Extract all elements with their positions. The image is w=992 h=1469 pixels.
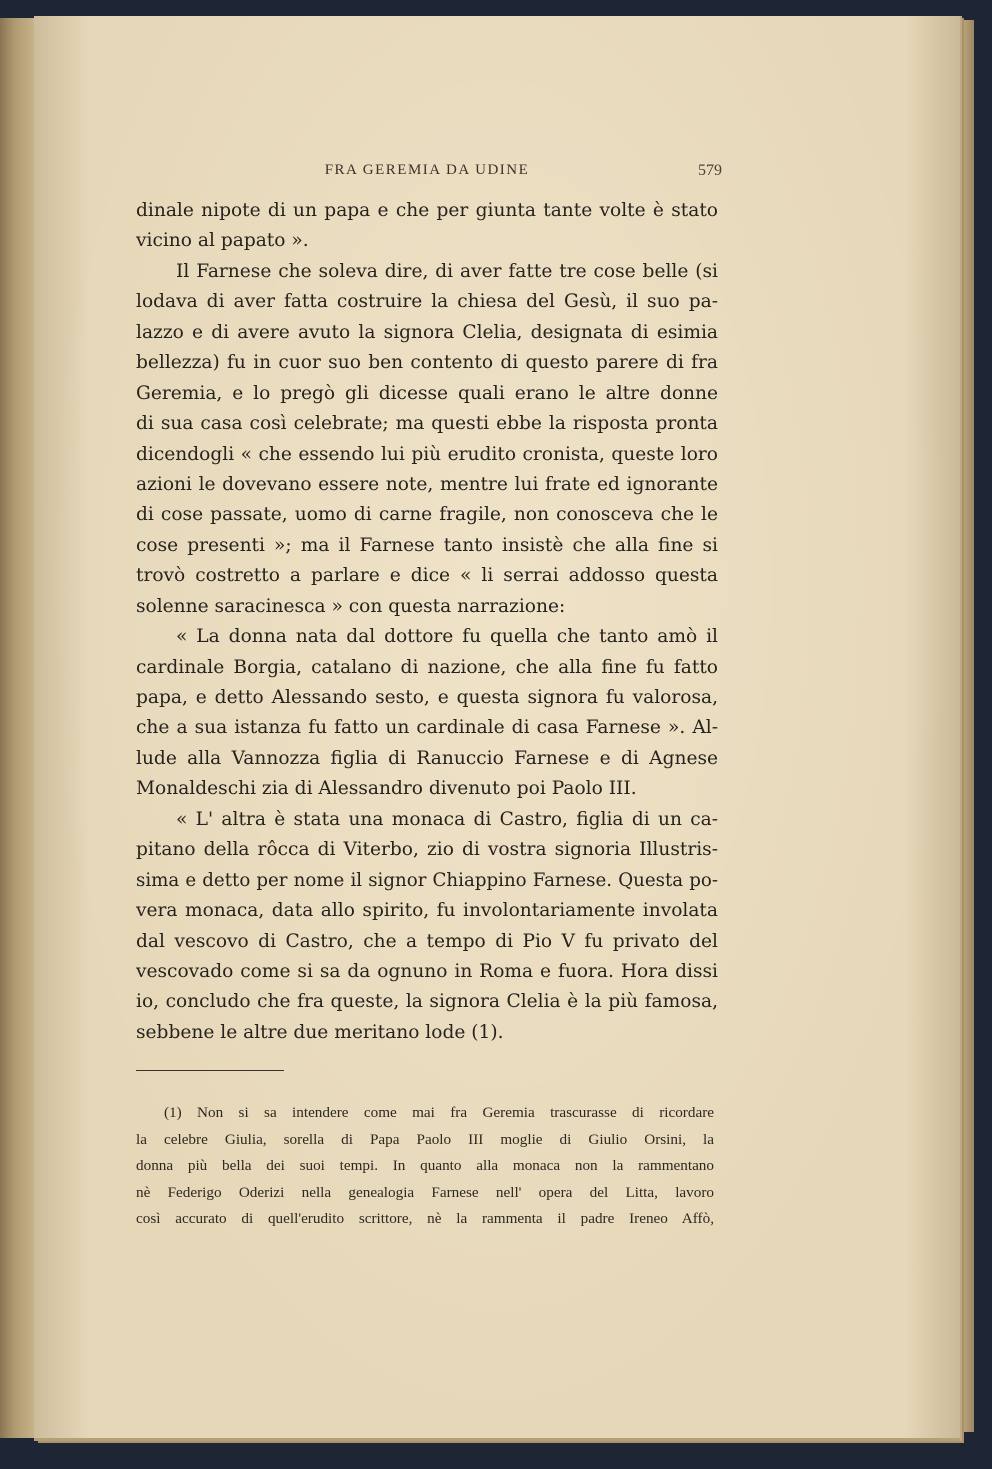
text-line: bellezza) fu in cuor suo ben contento di questo parere di fra xyxy=(136,352,718,374)
text-line: vicino al papato ». xyxy=(136,230,309,252)
footnote-line: nè Federigo Oderizi nella genealogia Farnese nell' opera del Litta, lavoro xyxy=(136,1183,714,1201)
text-line: « La donna nata dal dottore fu quella che tanto amò il xyxy=(176,626,718,648)
text-line: vera monaca, data allo spirito, fu involontariamente involata xyxy=(136,900,718,922)
previous-page-edge xyxy=(0,18,38,1438)
text-line: Monaldeschi zia di Alessandro divenuto poi Paolo III. xyxy=(136,778,637,800)
text-line: vescovado come si sa da ognuno in Roma e fuora. Hora dissi xyxy=(136,960,718,982)
text-line: Geremia, e lo pregò gli dicesse quali erano le altre donne xyxy=(136,382,718,404)
footnote xyxy=(136,1100,714,1233)
footnote-line: (1) Non si sa intendere come mai fra Geremia trascurasse di ricordare xyxy=(164,1104,714,1121)
text-line: cardinale Borgia, catalano di nazione, che alla fine fu fatto xyxy=(136,656,718,678)
text-line: papa, e detto Alessando sesto, e questa signora fu valorosa, xyxy=(136,687,718,708)
text-line: lodava di aver fatta costruire la chiesa del Gesù, il suo pa- xyxy=(136,291,718,313)
page-stack-edge xyxy=(958,20,974,1432)
text-line: di cose passate, uomo di carne fragile, non conosceva che le xyxy=(136,504,718,526)
text-line: che a sua istanza fu fatto un cardinale di casa Farnese ». Al- xyxy=(136,717,718,739)
text-line: sebbene le altre due meritano lode (1). xyxy=(136,1021,504,1043)
text-line: cose presenti »; ma il Farnese tanto insistè che alla fine si xyxy=(136,534,718,556)
text-line: dal vescovo di Castro, che a tempo di Pio V fu privato del xyxy=(136,930,718,952)
text-line: pitano della rôcca di Viterbo, zio di vostra signoria Illustris- xyxy=(136,839,718,861)
text-line: dicendogli « che essendo lui più erudito cronista, queste loro xyxy=(136,443,718,465)
footnote-divider xyxy=(136,1070,284,1071)
text-line: azioni le dovevano essere note, mentre lui frate ed ignorante xyxy=(136,473,718,495)
text-line: sima e detto per nome il signor Chiappino Farnese. Questa po- xyxy=(136,869,718,891)
footnote-line: così accurato di quell'erudito scrittore, nè la rammenta il padre Ireneo Affò, xyxy=(136,1210,714,1227)
text-line: « L' altra è stata una monaca di Castro, figlia di un ca- xyxy=(176,808,718,830)
text-line: lazzo e di avere avuto la signora Clelia, designata di esimia xyxy=(136,321,718,343)
running-header xyxy=(136,162,722,184)
main-text xyxy=(136,196,718,1048)
text-line: io, concludo che fra queste, la signora Clelia è la più famosa, xyxy=(136,991,718,1013)
running-title: FRA GEREMIA DA UDINE xyxy=(324,162,530,178)
text-line: trovò costretto a parlare e dice « li serrai addosso questa xyxy=(136,565,718,587)
text-line: dinale nipote di un papa e che per giunta tante volte è stato xyxy=(136,200,718,221)
text-line: Il Farnese che soleva dire, di aver fatte tre cose belle (si xyxy=(176,260,718,282)
text-line: solenne saracinesca » con questa narrazione: xyxy=(136,595,566,617)
footnote-line: la celebre Giulia, sorella di Papa Paolo III moglie di Giulio Orsini, la xyxy=(136,1130,714,1148)
page-number: 579 xyxy=(698,162,722,179)
text-line: di sua casa così celebrate; ma questi ebbe la risposta pronta xyxy=(136,413,718,435)
text-line: lude alla Vannozza figlia di Ranuccio Farnese e di Agnese xyxy=(136,747,718,769)
footnote-line: donna più bella dei suoi tempi. In quanto alla monaca non la rammentano xyxy=(136,1157,714,1174)
